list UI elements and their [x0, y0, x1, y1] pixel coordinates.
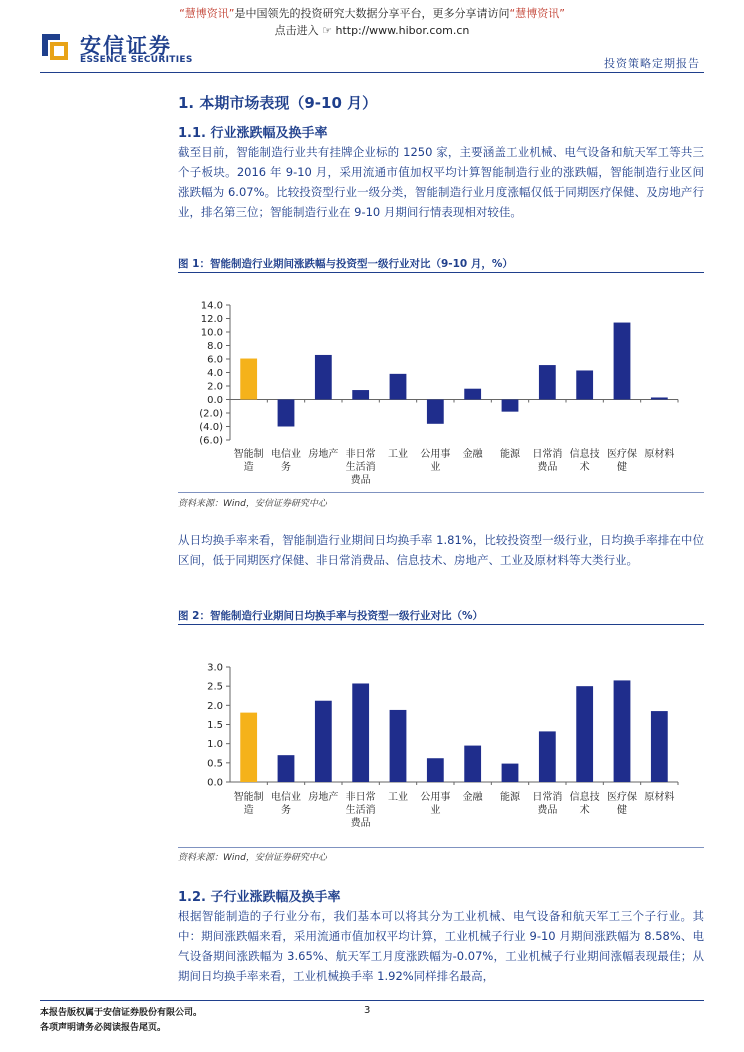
essence-logo-icon — [40, 30, 70, 62]
x-tick-label: 电信业务 — [271, 792, 301, 816]
bar-金融 — [464, 389, 481, 400]
section-1-2-title: 1.2. 子行业涨跌幅及换手率 — [178, 890, 341, 905]
x-tick-label: 能源 — [500, 792, 520, 803]
x-tick-label: 金融 — [462, 792, 483, 803]
figure-2-source: 资料来源：Wind，安信证券研究中心 — [178, 853, 327, 863]
bar-非日常生活消费品 — [352, 683, 369, 782]
y-tick-label: 2.0 — [207, 700, 223, 712]
x-tick-label: 智能制造 — [233, 449, 264, 473]
x-tick-label: 工业 — [388, 792, 408, 803]
bar-信息技术 — [576, 370, 593, 399]
figure-1-title: 图 1：智能制造行业期间涨跌幅与投资型一级行业对比（9-10 月，%） — [178, 258, 513, 270]
x-tick-label: 房地产 — [308, 792, 339, 803]
x-tick-label: 信息技术 — [569, 792, 600, 816]
banner-brand-2: “慧博资讯” — [509, 7, 565, 20]
brand-name-en: ESSENCE SECURITIES — [80, 55, 193, 65]
y-tick-label: 10.0 — [200, 327, 223, 339]
x-tick-label: 原材料 — [644, 449, 675, 460]
x-tick-label: 日常消费品 — [532, 792, 563, 816]
footer-copyright: 本报告版权属于安信证券股份有限公司。 — [40, 1008, 203, 1018]
section-1-1-title: 1.1. 行业涨跌幅及换手率 — [178, 126, 328, 141]
page-number: 3 — [364, 1005, 371, 1016]
x-tick-label: 智能制造 — [233, 792, 264, 816]
x-tick-label: 非日常生活消费品 — [345, 792, 376, 829]
y-tick-label: 0.5 — [207, 758, 223, 770]
y-tick-label: 3.0 — [207, 662, 223, 674]
figure-1-chart — [178, 280, 704, 490]
x-tick-label: 房地产 — [308, 449, 339, 460]
x-tick-label: 非日常生活消费品 — [345, 449, 376, 486]
bar-公用事业 — [427, 758, 444, 782]
y-tick-label: 1.0 — [207, 739, 223, 751]
y-tick-label: 0.0 — [207, 395, 223, 406]
x-tick-label: 信息技术 — [569, 449, 600, 473]
brand-name-cn: 安信证券 — [80, 34, 172, 58]
figure-1-source: 资料来源：Wind，安信证券研究中心 — [178, 499, 327, 509]
bar-工业 — [390, 710, 407, 782]
bar-信息技术 — [576, 686, 593, 782]
x-tick-label: 医疗保健 — [607, 449, 637, 473]
y-tick-label: 0.0 — [207, 777, 223, 789]
bar-医疗保健 — [614, 323, 631, 400]
x-tick-label: 原材料 — [644, 792, 675, 803]
figure-2-bottom-rule — [178, 847, 704, 848]
bar-房地产 — [315, 701, 332, 782]
y-tick-label: 4.0 — [207, 368, 223, 379]
figure-2-top-rule — [178, 624, 704, 625]
bar-工业 — [390, 374, 407, 400]
brand-logo — [40, 30, 200, 66]
section-1-title: 1. 本期市场表现（9-10 月） — [178, 94, 378, 112]
banner-brand-1: “慧博资讯” — [179, 7, 235, 20]
pointer-icon: ☞ — [322, 24, 332, 37]
bar-智能制造 — [240, 359, 257, 400]
y-tick-label: 8.0 — [207, 341, 223, 352]
bar-非日常生活消费品 — [352, 390, 369, 399]
figure-2-chart — [178, 640, 704, 845]
x-tick-label: 电信业务 — [271, 449, 301, 473]
bar-能源 — [502, 400, 519, 412]
bar-金融 — [464, 746, 481, 782]
y-tick-label: 2.0 — [207, 381, 223, 393]
section-1-2-paragraph-1: 根据智能制造的子行业分布，我们基本可以将其分为工业机械、电气设备和航天军工三个子行业。其中：期间涨跌幅来看，采用流通市值加权平均计算，工业机械子行业 9-10 月期间涨跌幅为 8.58%、电气设备期间涨跌幅为 3.65%、航天军工月度涨跌幅为-0.07%，工业机械子行业期间涨幅表现最佳；从期间日均换手率来看，工业机械换手率 1.92%同样排名最高， — [178, 909, 704, 983]
bar-电信业务 — [278, 755, 295, 782]
bar-房地产 — [315, 355, 332, 400]
bar-原材料 — [651, 711, 668, 782]
bar-智能制造 — [240, 713, 257, 782]
x-tick-label: 公用事业 — [420, 792, 451, 816]
bar-医疗保健 — [614, 680, 631, 782]
bar-电信业务 — [278, 400, 295, 427]
x-tick-label: 医疗保健 — [607, 792, 637, 816]
x-tick-label: 日常消费品 — [532, 449, 563, 473]
section-1-1-paragraph-2: 从日均换手率来看，智能制造行业期间日均换手率 1.81%，比较投资型一级行业，日均换手率排在中位区间，低于同期医疗保健、非日常消费品、信息技术、房地产、工业及原材料等大类行业。 — [178, 533, 704, 567]
bar-原材料 — [651, 397, 668, 399]
y-tick-label: 12.0 — [200, 314, 223, 325]
footer-divider — [40, 1000, 704, 1001]
x-tick-label: 金融 — [462, 449, 483, 460]
y-tick-label: 6.0 — [207, 354, 223, 366]
y-tick-label: 1.5 — [207, 720, 223, 731]
y-tick-label: (6.0) — [199, 435, 223, 447]
banner-message: 是中国领先的投资研究大数据分享平台，更多分享请访问 — [234, 7, 510, 20]
section-1-1-paragraph-1: 截至目前，智能制造行业共有挂牌企业标的 1250 家，主要涵盖工业机械、电气设备和航天军工等共三个子板块。2016 年 9-10 月，采用流通市值加权平均计算智能制造行业的涨跌幅，智能制造行业区间涨跌幅为 6.07%。比较投资型行业一级分类，智能制造行业月度涨幅仅低于同期医疗保健、及房地产行业，排名第三位；智能制造行业在 9-10 月期间行情表现相对较佳。 — [178, 145, 704, 219]
y-tick-label: (4.0) — [199, 422, 223, 433]
bar-日常消费品 — [539, 731, 556, 782]
x-tick-label: 能源 — [500, 449, 520, 460]
figure-2-title: 图 2：智能制造行业期间日均换手率与投资型一级行业对比（%） — [178, 610, 483, 622]
x-tick-label: 工业 — [388, 449, 408, 460]
banner-enter-text: 点击进入 — [274, 24, 319, 37]
x-tick-label: 公用事业 — [420, 449, 451, 473]
footer-disclaimer: 各项声明请务必阅读报告尾页。 — [40, 1023, 167, 1033]
bar-能源 — [502, 764, 519, 782]
y-tick-label: 2.5 — [207, 681, 223, 693]
report-type: 投资策略定期报告 — [604, 57, 700, 70]
header-divider — [40, 72, 704, 73]
y-tick-label: 14.0 — [200, 300, 223, 312]
figure-1-top-rule — [178, 272, 704, 273]
bar-日常消费品 — [539, 365, 556, 399]
banner-link[interactable]: http://www.hibor.com.cn — [335, 24, 470, 37]
figure-1-bottom-rule — [178, 492, 704, 493]
bar-公用事业 — [427, 400, 444, 424]
y-tick-label: (2.0) — [199, 408, 223, 420]
